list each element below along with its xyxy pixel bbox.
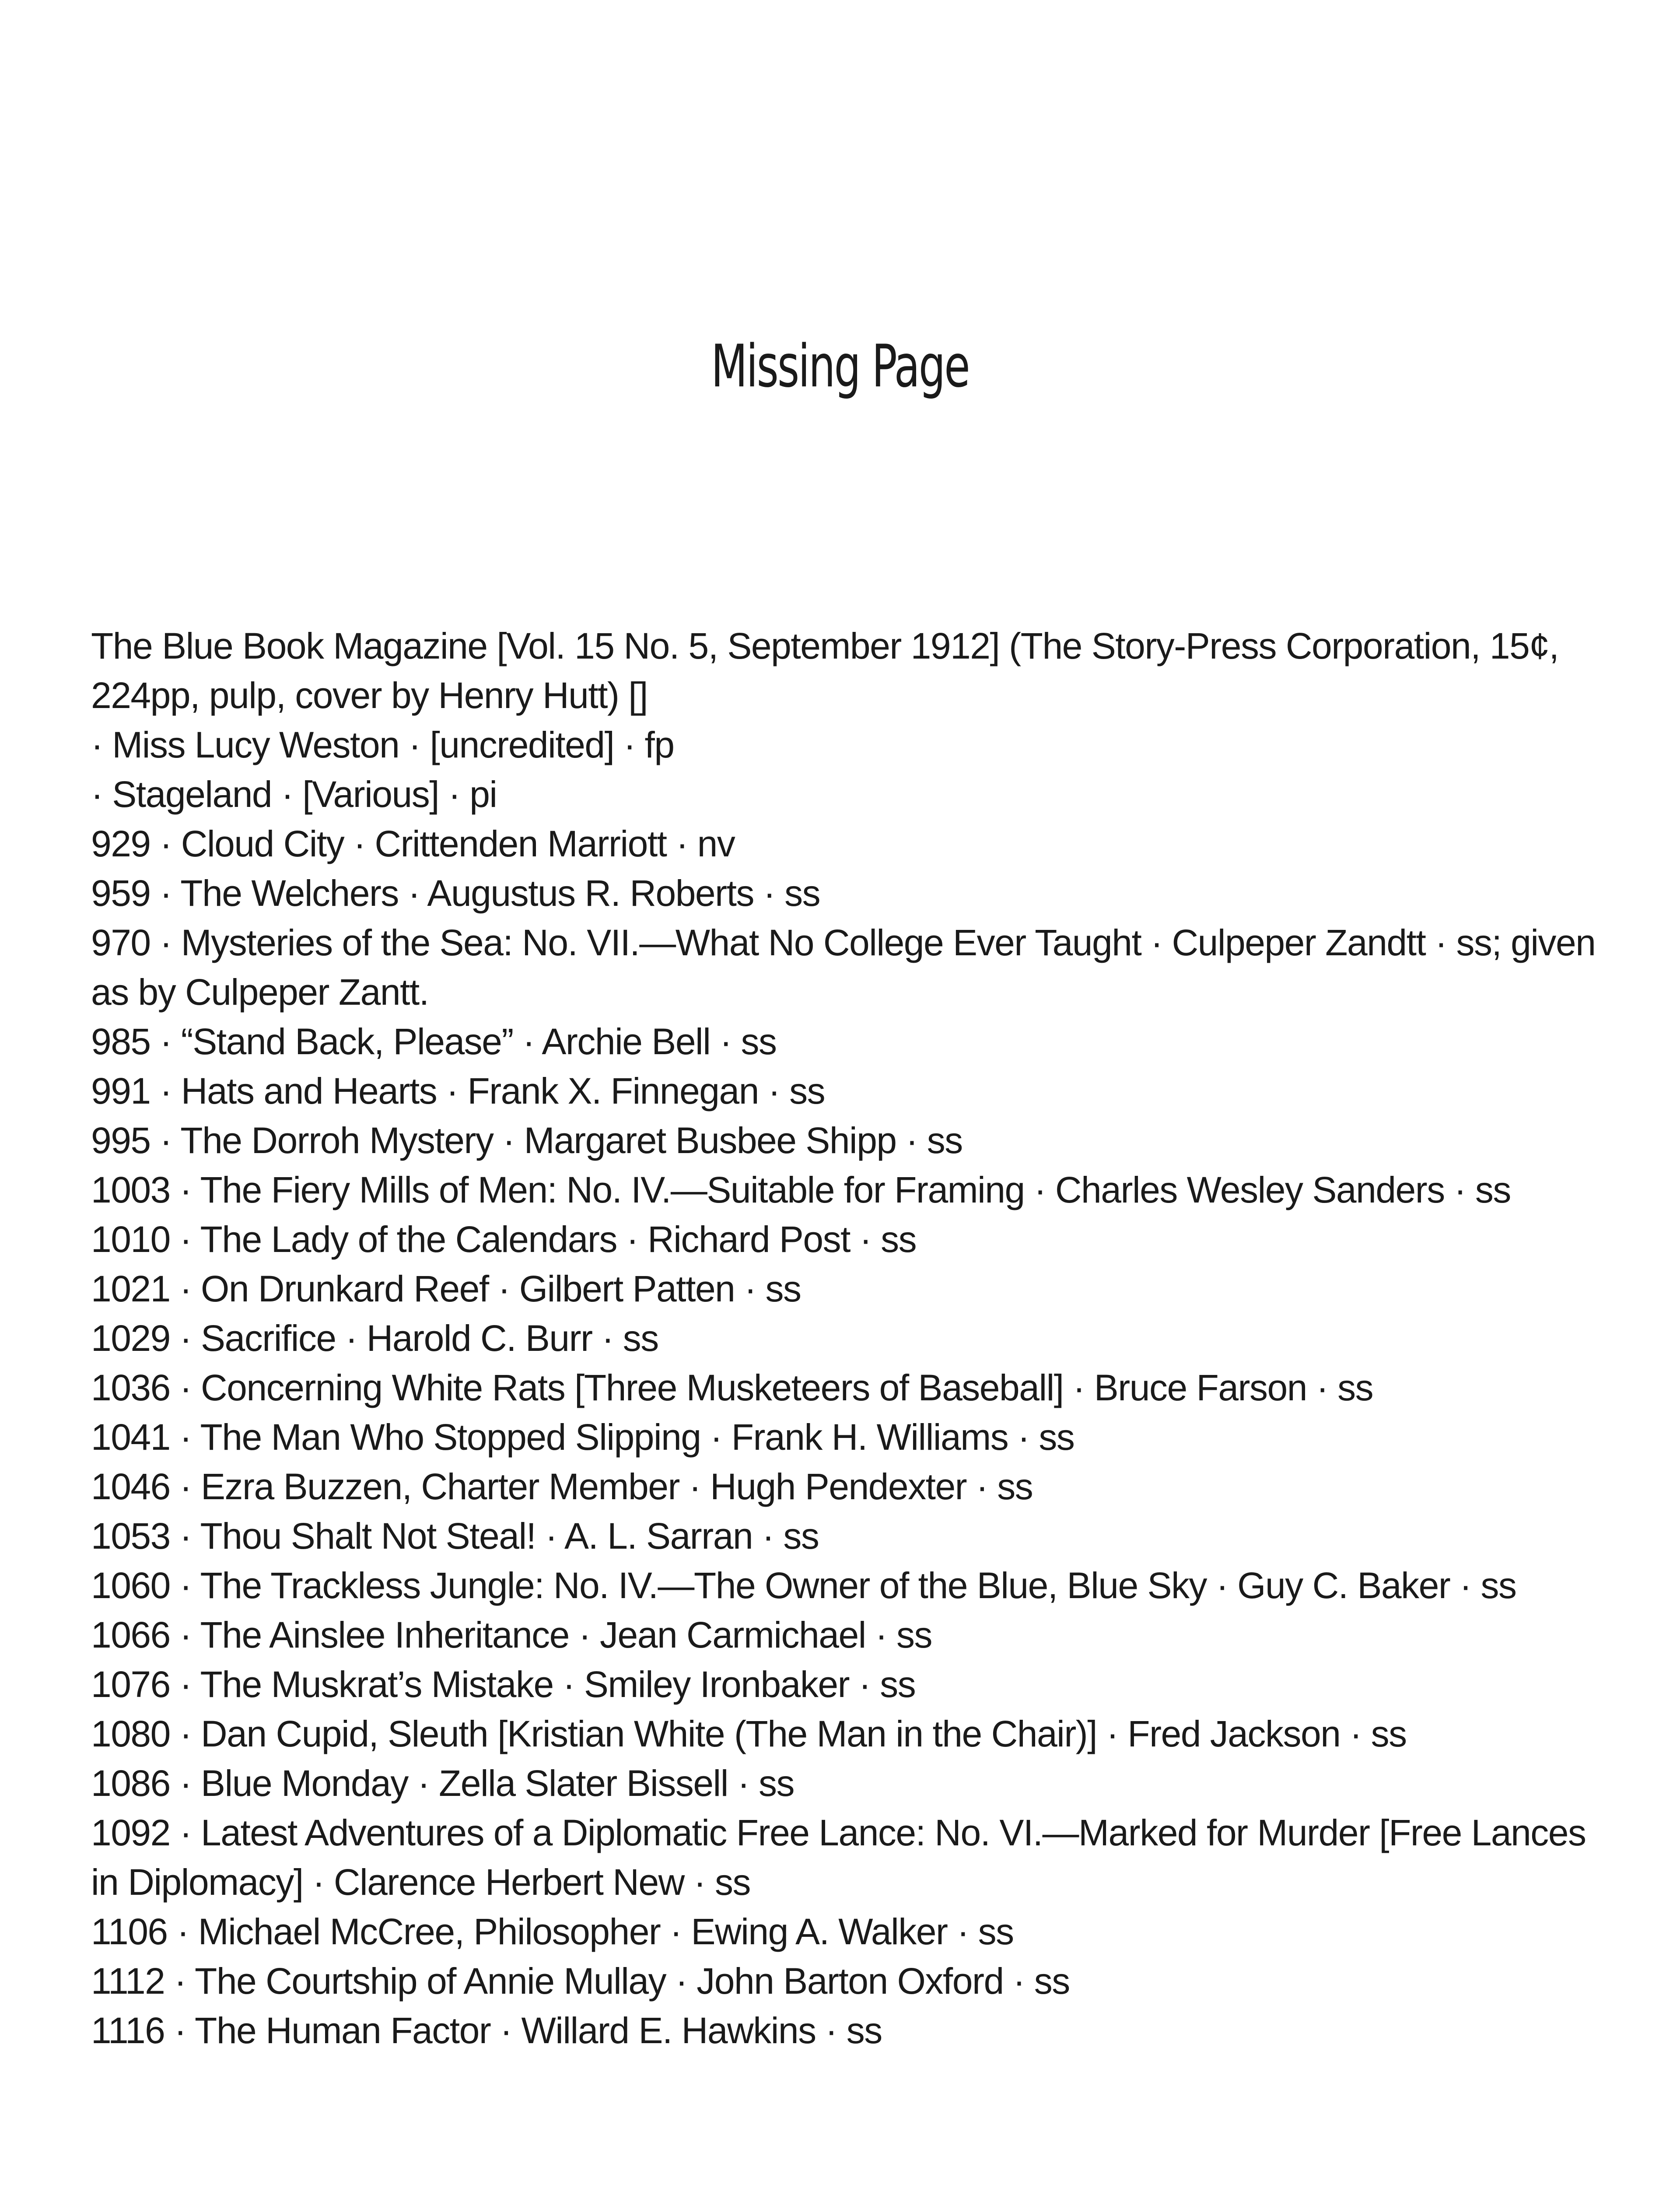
- magazine-header: The Blue Book Magazine [Vol. 15 No. 5, September 1912] (The Story-Press Corporation, 15¢, 224pp, pulp, cover by Henry Hutt) []: [91, 625, 1559, 716]
- contents-entry: 985 · “Stand Back, Please” · Archie Bell · ss: [91, 1021, 777, 1062]
- contents-list: [91, 720, 1622, 2055]
- contents-entry: 959 · The Welchers · Augustus R. Roberts · ss: [91, 873, 820, 914]
- contents-entry: 1080 · Dan Cupid, Sleuth [Kristian White (The Man in the Chair)] · Fred Jackson · ss: [91, 1713, 1407, 1754]
- contents-entry: 1066 · The Ainslee Inheritance · Jean Carmichael · ss: [91, 1614, 932, 1655]
- contents-entry: 1112 · The Courtship of Annie Mullay · John Barton Oxford · ss: [91, 1960, 1070, 2002]
- contents-entry: 1086 · Blue Monday · Zella Slater Bissell · ss: [91, 1763, 794, 1804]
- contents-entry: 1053 · Thou Shalt Not Steal! · A. L. Sarran · ss: [91, 1515, 819, 1557]
- contents-entry: 991 · Hats and Hearts · Frank X. Finnegan · ss: [91, 1070, 825, 1112]
- contents-entry: 1010 · The Lady of the Calendars · Richard Post · ss: [91, 1219, 917, 1260]
- contents-entry: 970 · Mysteries of the Sea: No. VII.—What No College Ever Taught · Culpeper Zandtt · ss; given as by Culpeper Zantt.: [91, 922, 1596, 1013]
- contents-entry: 1036 · Concerning White Rats [Three Musketeers of Baseball] · Bruce Farson · ss: [91, 1367, 1373, 1408]
- contents-entry: 1041 · The Man Who Stopped Slipping · Frank H. Williams · ss: [91, 1417, 1074, 1458]
- contents-entry: 1021 · On Drunkard Reef · Gilbert Patten · ss: [91, 1268, 801, 1309]
- contents-entry: 995 · The Dorroh Mystery · Margaret Busbee Shipp · ss: [91, 1120, 962, 1161]
- contents-entry: 1076 · The Muskrat’s Mistake · Smiley Ironbaker · ss: [91, 1664, 916, 1705]
- page-title: Missing Page: [711, 332, 969, 400]
- contents-block: [91, 621, 1622, 2055]
- contents-entry: 1106 · Michael McCree, Philosopher · Ewing A. Walker · ss: [91, 1911, 1014, 1952]
- contents-entry: 1116 · The Human Factor · Willard E. Hawkins · ss: [91, 2010, 882, 2051]
- contents-entry: 1046 · Ezra Buzzen, Charter Member · Hugh Pendexter · ss: [91, 1466, 1033, 1507]
- contents-entry: · Stageland · [Various] · pi: [91, 774, 497, 815]
- contents-entry: · Miss Lucy Weston · [uncredited] · fp: [91, 724, 674, 765]
- contents-entry: 1092 · Latest Adventures of a Diplomatic Free Lance: No. VI.—Marked for Murder [Free Lances in Diplomacy] · Clarence Herbert New · ss: [91, 1812, 1586, 1903]
- contents-entry: 1029 · Sacrifice · Harold C. Burr · ss: [91, 1318, 658, 1359]
- contents-entry: 929 · Cloud City · Crittenden Marriott · nv: [91, 823, 735, 864]
- contents-entry: 1003 · The Fiery Mills of Men: No. IV.—Suitable for Framing · Charles Wesley Sanders · ss: [91, 1169, 1511, 1210]
- contents-entry: 1060 · The Trackless Jungle: No. IV.—The Owner of the Blue, Blue Sky · Guy C. Baker · ss: [91, 1565, 1516, 1606]
